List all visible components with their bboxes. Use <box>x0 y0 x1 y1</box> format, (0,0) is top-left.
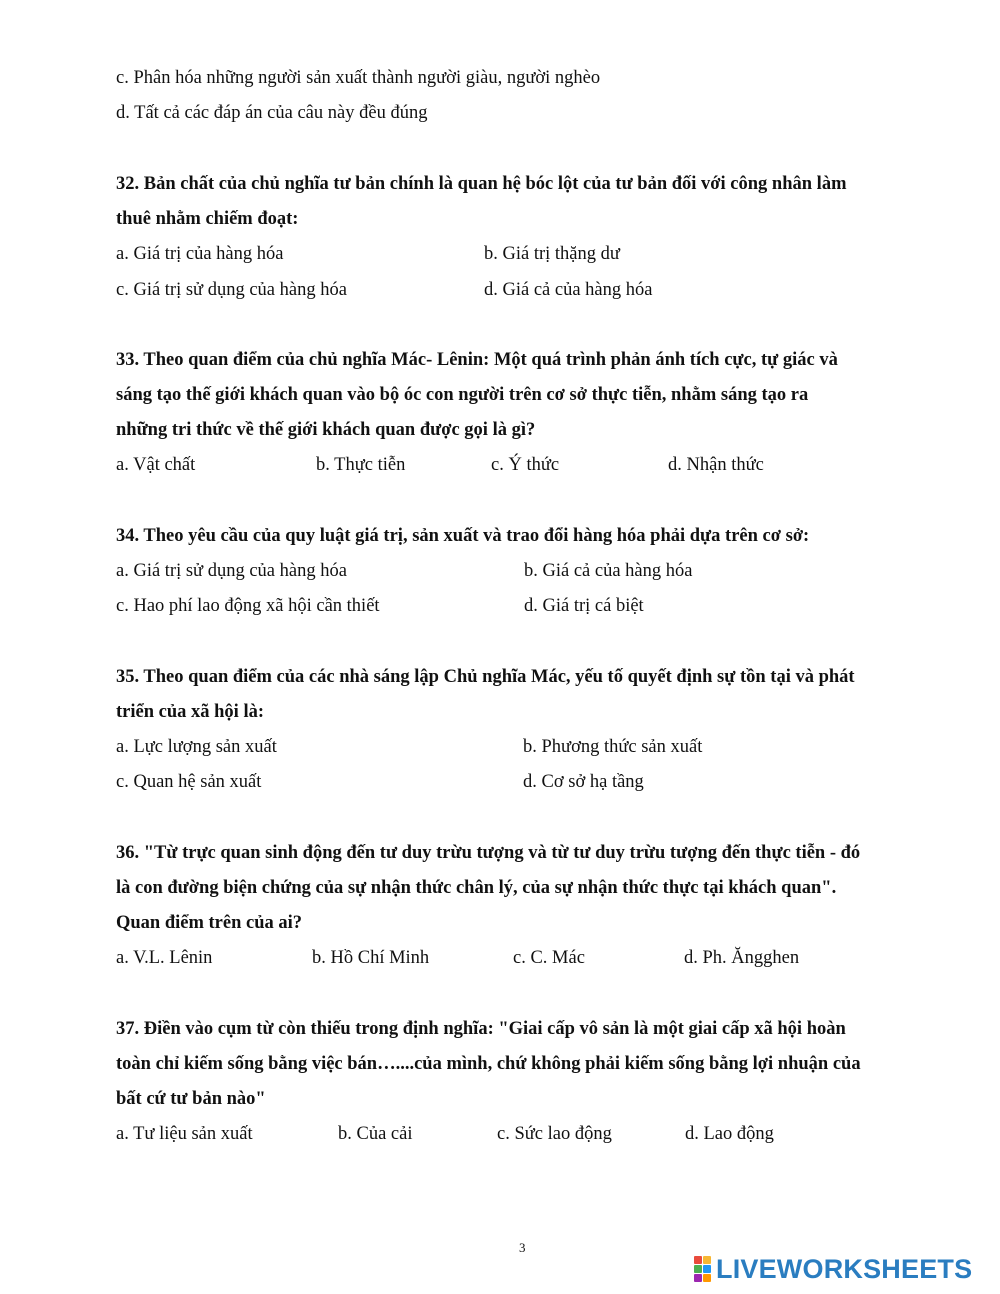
question-37-text-1: 37. Điền vào cụm từ còn thiếu trong định nghĩa: "Giai cấp vô sản là một giai cấp xã hội hoàn <box>116 1019 846 1039</box>
q33-option-a: a. Vật chất <box>116 455 196 475</box>
logo-square-4 <box>703 1265 711 1273</box>
q36-option-c: c. C. Mác <box>513 948 585 968</box>
question-33-text-2: sáng tạo thế giới khách quan vào bộ óc con người trên cơ sở thực tiễn, nhằm sáng tạo ra <box>116 385 809 405</box>
logo-square-5 <box>694 1274 702 1282</box>
liveworksheets-logo-icon <box>694 1256 711 1282</box>
q35-option-c: c. Quan hệ sản xuất <box>116 772 262 792</box>
q34-option-b: b. Giá cả của hàng hóa <box>524 561 693 581</box>
q32-option-c: c. Giá trị sử dụng của hàng hóa <box>116 280 347 300</box>
question-36-text-1: 36. "Từ trực quan sinh động đến tư duy trừu tượng và từ tư duy trừu tượng đến thực tiễn - đó <box>116 843 861 863</box>
q33-option-b: b. Thực tiễn <box>316 455 406 475</box>
q33-option-c: c. Ý thức <box>491 455 560 475</box>
q32-option-b: b. Giá trị thặng dư <box>484 244 620 264</box>
question-33-text-3: những tri thức về thế giới khách quan được gọi là gì? <box>116 420 536 440</box>
question-37-text-3: bất cứ tư bản nào" <box>116 1089 266 1109</box>
question-36-text-2: là con đường biện chứng của sự nhận thức chân lý, của sự nhận thức thực tại khách quan". <box>116 878 837 898</box>
q32-option-a: a. Giá trị của hàng hóa <box>116 244 284 264</box>
question-35-text-1: 35. Theo quan điểm của các nhà sáng lập Chủ nghĩa Mác, yếu tố quyết định sự tồn tại và phát <box>116 667 855 687</box>
q33-option-d: d. Nhận thức <box>668 455 764 475</box>
question-32-text-1: 32. Bản chất của chủ nghĩa tư bản chính là quan hệ bóc lột của tư bản đối với công nhân làm <box>116 174 847 194</box>
q37-option-c: c. Sức lao động <box>497 1124 612 1144</box>
q36-option-b: b. Hồ Chí Minh <box>312 948 430 968</box>
liveworksheets-logo-text: LIVEWORKSHEETS <box>716 1254 973 1284</box>
q34-option-c: c. Hao phí lao động xã hội cần thiết <box>116 596 380 616</box>
q34-option-d: d. Giá trị cá biệt <box>524 596 644 616</box>
q37-option-b: b. Của cải <box>338 1124 413 1144</box>
prev-option-c: c. Phân hóa những người sản xuất thành người giàu, người nghèo <box>116 68 601 88</box>
q35-option-b: b. Phương thức sản xuất <box>523 737 703 757</box>
liveworksheets-logo[interactable] <box>694 1255 972 1283</box>
logo-square-3 <box>694 1265 702 1273</box>
q36-option-a: a. V.L. Lênin <box>116 948 213 968</box>
prev-option-d: d. Tất cả các đáp án của câu này đều đúng <box>116 103 428 123</box>
question-33-text-1: 33. Theo quan điểm của chủ nghĩa Mác- Lênin: Một quá trình phản ánh tích cực, tự giác và <box>116 350 838 370</box>
q37-option-d: d. Lao động <box>685 1124 774 1144</box>
page-number: 3 <box>519 1240 526 1255</box>
question-32-text-2: thuê nhằm chiếm đoạt: <box>116 209 299 229</box>
q34-option-a: a. Giá trị sử dụng của hàng hóa <box>116 561 347 581</box>
question-34-text-1: 34. Theo yêu cầu của quy luật giá trị, sản xuất và trao đổi hàng hóa phải dựa trên cơ sở: <box>116 526 810 546</box>
q35-option-a: a. Lực lượng sản xuất <box>116 737 277 757</box>
question-35-text-2: triển của xã hội là: <box>116 702 264 722</box>
q37-option-a: a. Tư liệu sản xuất <box>116 1124 253 1144</box>
logo-square-2 <box>703 1256 711 1264</box>
logo-square-1 <box>694 1256 702 1264</box>
question-37-text-2: toàn chỉ kiếm sống bằng việc bán…....của mình, chứ không phải kiếm sống bằng lợi nhuận của <box>116 1054 861 1074</box>
q36-option-d: d. Ph. Ăngghen <box>684 948 800 968</box>
logo-square-6 <box>703 1274 711 1282</box>
q35-option-d: d. Cơ sở hạ tầng <box>523 772 644 792</box>
question-36-text-3: Quan điểm trên của ai? <box>116 913 303 933</box>
q32-option-d: d. Giá cả của hàng hóa <box>484 280 653 300</box>
